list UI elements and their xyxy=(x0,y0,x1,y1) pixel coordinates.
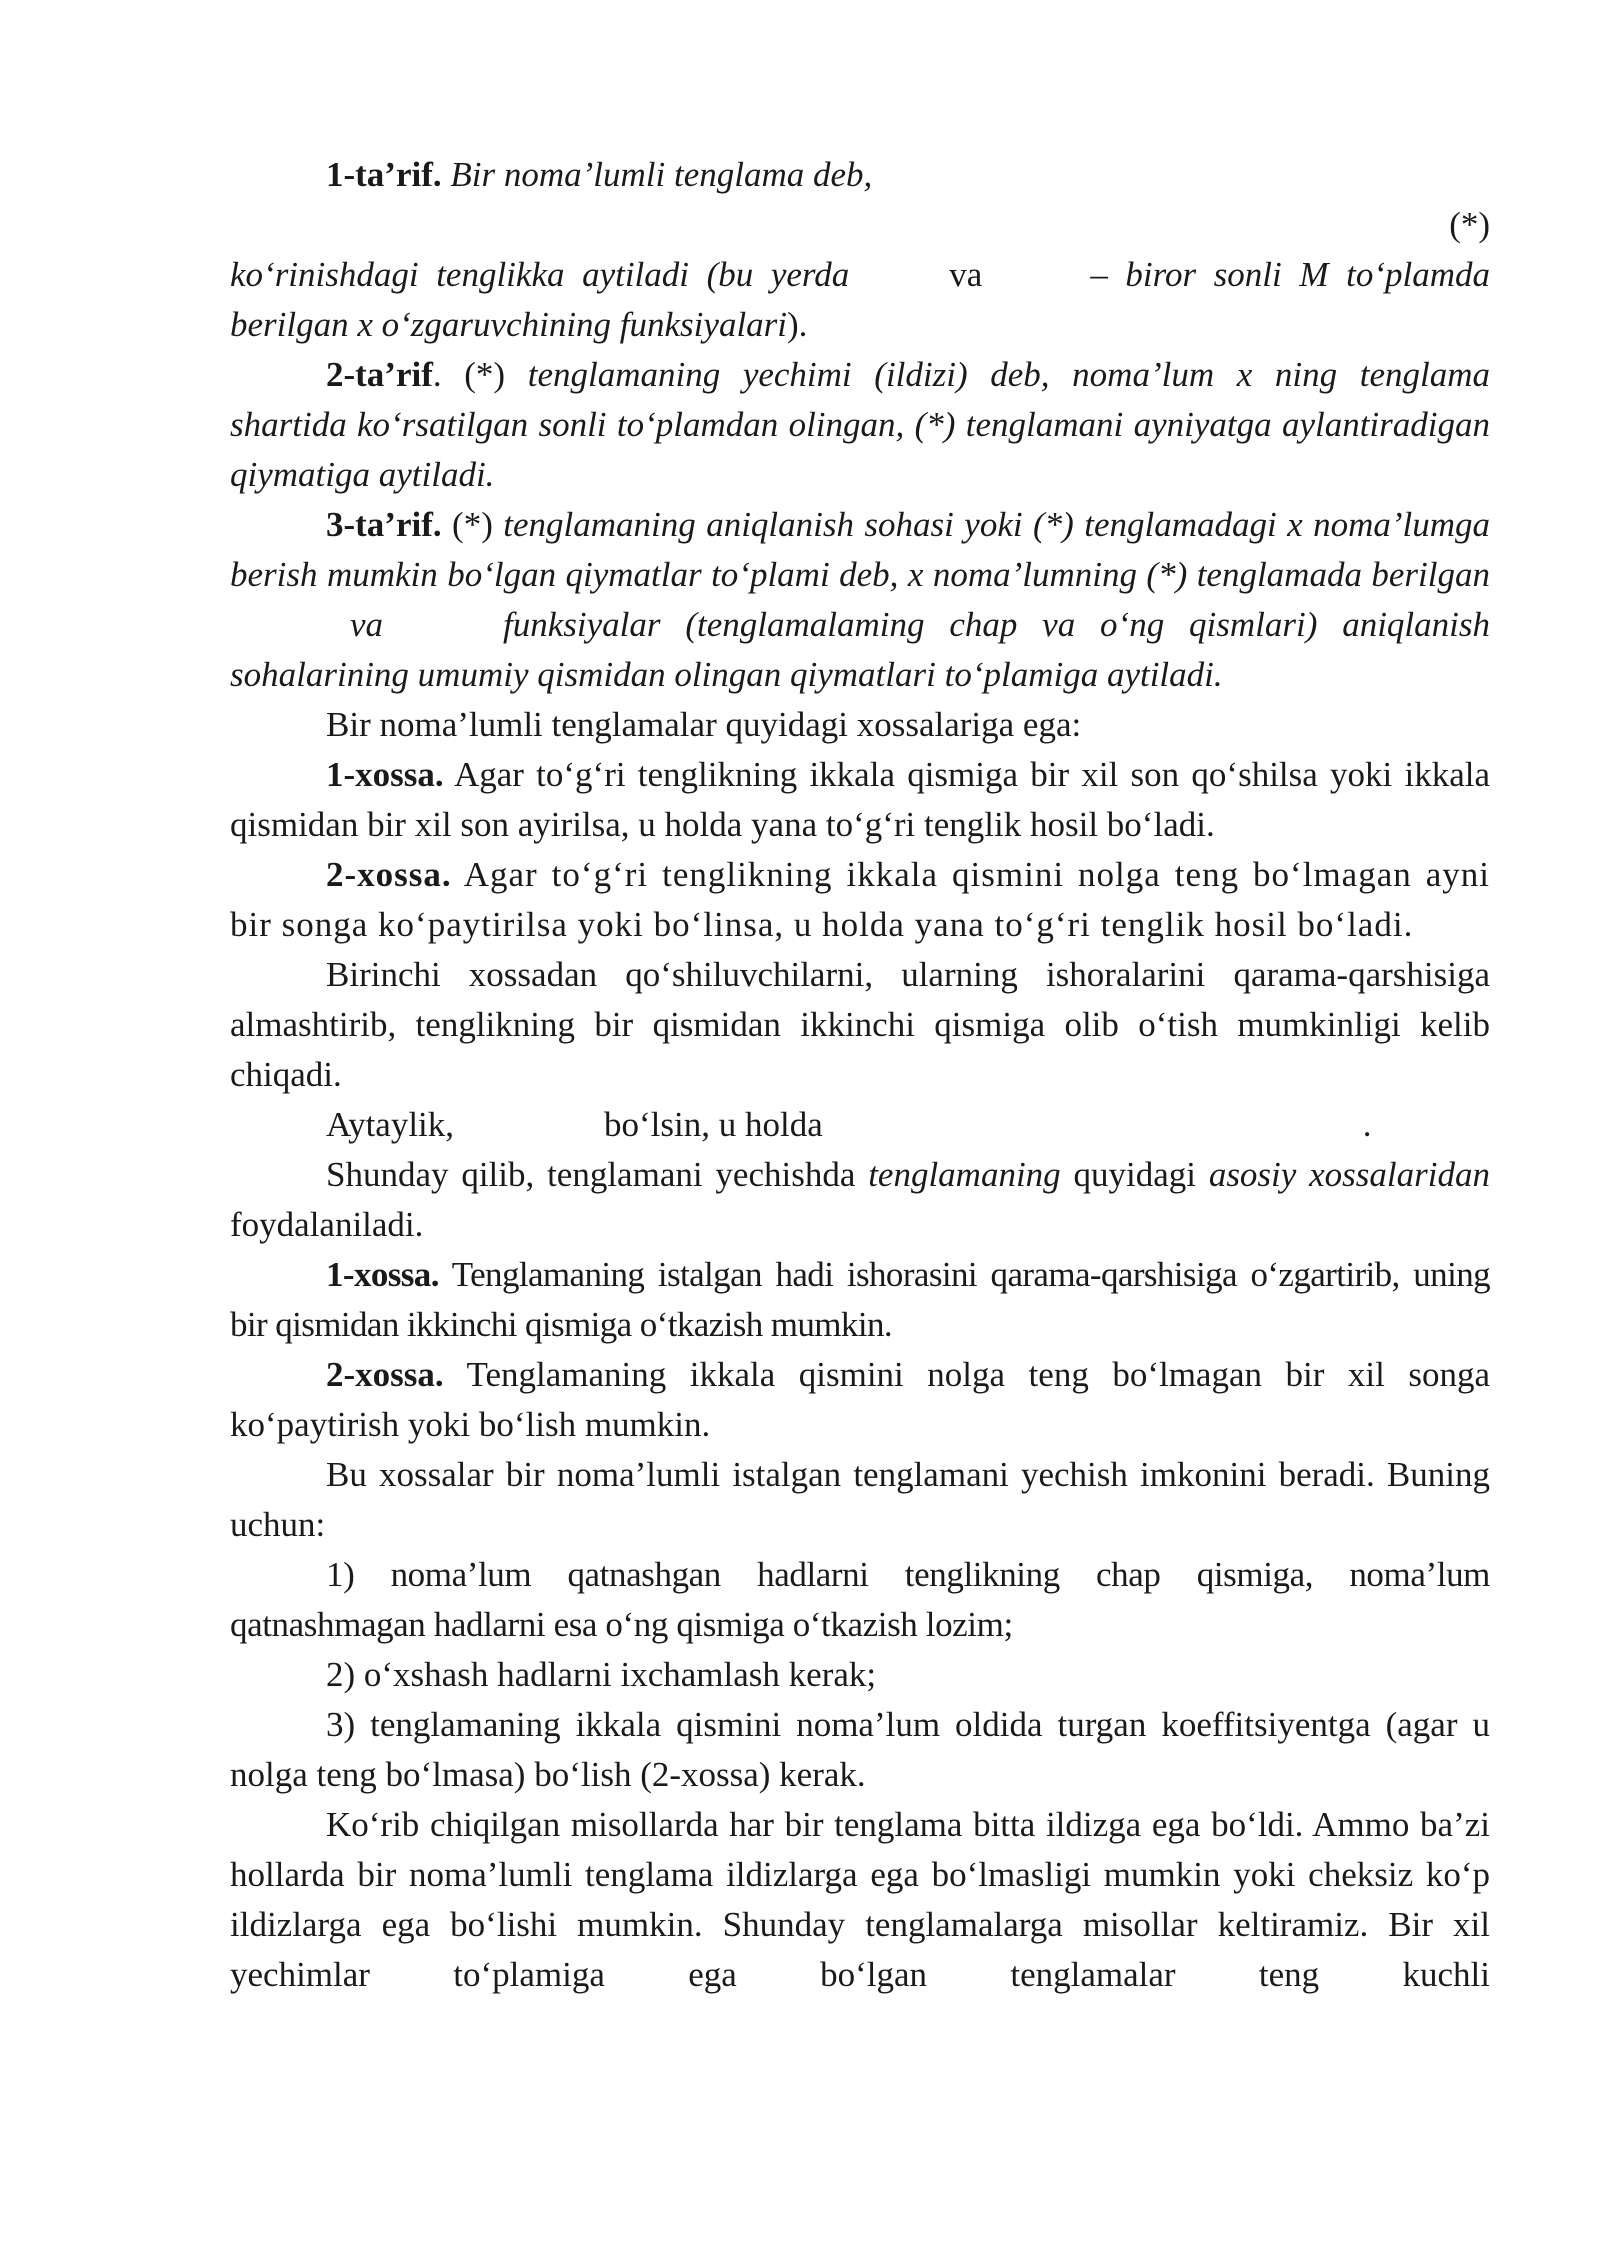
equation-marker: (*) xyxy=(1449,205,1490,244)
definition-2-label: 2-ta’rif xyxy=(326,355,433,394)
property-2-text: Agar to‘g‘ri tenglikning ikkala qismini nolga teng bo‘lmagan ayni bir songa ko‘paytirilsa yoki bo‘linsa, u holda yana to‘g‘ri tenglik hosil bo‘ladi. xyxy=(230,855,1490,944)
equation-property-2 xyxy=(230,1350,1490,1450)
shunday-a: Shunday qilib, tenglamani yechishda xyxy=(326,1155,869,1194)
korib-paragraph: Ko‘rib chiqilgan misollarda har bir tenglama bitta ildizga ega bo‘ldi. Ammo ba’zi hollarda bir noma’lumli tenglama ildizlarga ega bo‘lmasligi mumkin yoki cheksiz ko‘p ildizlarga ega bo‘lishi mumkin. Shunday tenglamalarga misollar keltiramiz. Bir xil yechimlar to‘plamiga ega bo‘lgan tenglamalar teng kuchli xyxy=(230,1805,1490,1994)
definition-3-a: (*) xyxy=(441,505,504,544)
definition-1-continuation xyxy=(230,250,1490,350)
definition-2 xyxy=(230,350,1490,500)
definition-2-text: tenglamaning yechimi (ildizi) deb, noma’lum x ning tenglama shartida ko‘rsatilgan sonli to‘plamdan olingan, (*) tenglamani ayniyatga aylantiradigan qiymatiga aytiladi. xyxy=(230,355,1491,494)
equation-property-1 xyxy=(230,1250,1490,1350)
definition-3-c: funksiyalar (tenglamalaming chap va o‘ng qismlari) aniqlanish sohalarining umumiy qismidan olingan qiymatlari to‘plamiga aytiladi. xyxy=(230,605,1490,694)
definition-3-b: tenglamaning aniqlanish sohasi yoki (*) tenglamadagi x noma’lumga berish mumkin bo‘lgan qiymatlar to‘plami deb, x noma’lumning (*) tenglamada berilgan xyxy=(230,505,1491,594)
equation-property-2-label: 2-xossa. xyxy=(326,1355,444,1394)
aytaylik-c: . xyxy=(1362,1105,1372,1144)
definition-1-va: va xyxy=(949,255,983,294)
definition-2-dot: . (*) xyxy=(432,355,528,394)
aytaylik-a: Aytaylik, xyxy=(326,1105,455,1144)
step-3: 3) tenglamaning ikkala qismini noma’lum oldida turgan koeffitsiyentga (agar u nolga teng bo‘lmasa) bo‘lish (2-xossa) kerak. xyxy=(230,1705,1490,1794)
property-1 xyxy=(230,750,1490,850)
property-1-label: 1-xossa. xyxy=(326,755,444,794)
shunday-b: tenglamaning xyxy=(868,1155,1061,1194)
shunday-paragraph xyxy=(230,1150,1490,1250)
shunday-e: foydalaniladi. xyxy=(230,1205,424,1244)
definition-3-va: va xyxy=(350,605,384,644)
shunday-c: quyidagi xyxy=(1060,1155,1209,1194)
step-2: 2) o‘xshash hadlarni ixchamlash kerak; xyxy=(326,1655,877,1694)
equation-property-1-label: 1-xossa. xyxy=(326,1255,439,1294)
definition-3 xyxy=(230,500,1490,700)
definition-1-cont-d: ). xyxy=(787,305,808,344)
property-1-text: Agar to‘g‘ri tenglikning ikkala qismiga bir xil son qo‘shilsa yoki ikkala qismidan bir xil son ayirilsa, u holda yana to‘g‘ri tenglik hosil bo‘ladi. xyxy=(230,755,1490,844)
properties-intro: Bir noma’lumli tenglamalar quyidagi xossalariga ega: xyxy=(326,705,1082,744)
equation-property-2-text: Tenglamaning ikkala qismini nolga teng bo‘lmagan bir xil songa ko‘paytirish yoki bo‘lish mumkin. xyxy=(230,1355,1490,1444)
definition-1-lead: Bir noma’lumli tenglama deb, xyxy=(441,155,873,194)
definition-1 xyxy=(230,150,1490,200)
definition-1-cont-b: bu yerda xyxy=(718,255,850,294)
aytaylik-line xyxy=(230,1100,1490,1150)
property-2-label: 2-xossa. xyxy=(326,855,452,894)
shunday-d: asosiy xossalaridan xyxy=(1208,1155,1490,1194)
definition-1-cont-c: – biror sonli M to‘plamda berilgan x o‘zgaruvchining funksiyalari xyxy=(230,255,1490,344)
first-property-consequence: Birinchi xossadan qo‘shiluvchilarni, ularning ishoralarini qarama-qarshisiga almashtirib, tenglikning bir qismidan ikkinchi qismiga olib o‘tish mumkinligi kelib chiqadi. xyxy=(230,955,1490,1094)
definition-1-label: 1-ta’rif. xyxy=(326,155,442,194)
definition-3-label: 3-ta’rif. xyxy=(326,505,442,544)
equation-property-1-text: Tenglamaning istalgan hadi ishorasini qarama-qarshisiga o‘zgartirib, uning bir qismidan ikkinchi qismiga o‘tkazish mumkin. xyxy=(230,1255,1490,1344)
aytaylik-b: bo‘lsin, u holda xyxy=(604,1105,823,1144)
property-2 xyxy=(230,850,1490,950)
step-1: 1) noma’lum qatnashgan hadlarni tenglikning chap qismiga, noma’lum qatnashmagan hadlarni esa o‘ng qismiga o‘tkazish lozim; xyxy=(230,1555,1490,1644)
document-page xyxy=(230,150,1490,2000)
definition-1-cont-a: ko‘rinishdagi tenglikka aytiladi ( xyxy=(230,255,719,294)
bu-paragraph: Bu xossalar bir noma’lumli istalgan tenglamani yechish imkonini beradi. Buning uchun: xyxy=(230,1455,1490,1544)
